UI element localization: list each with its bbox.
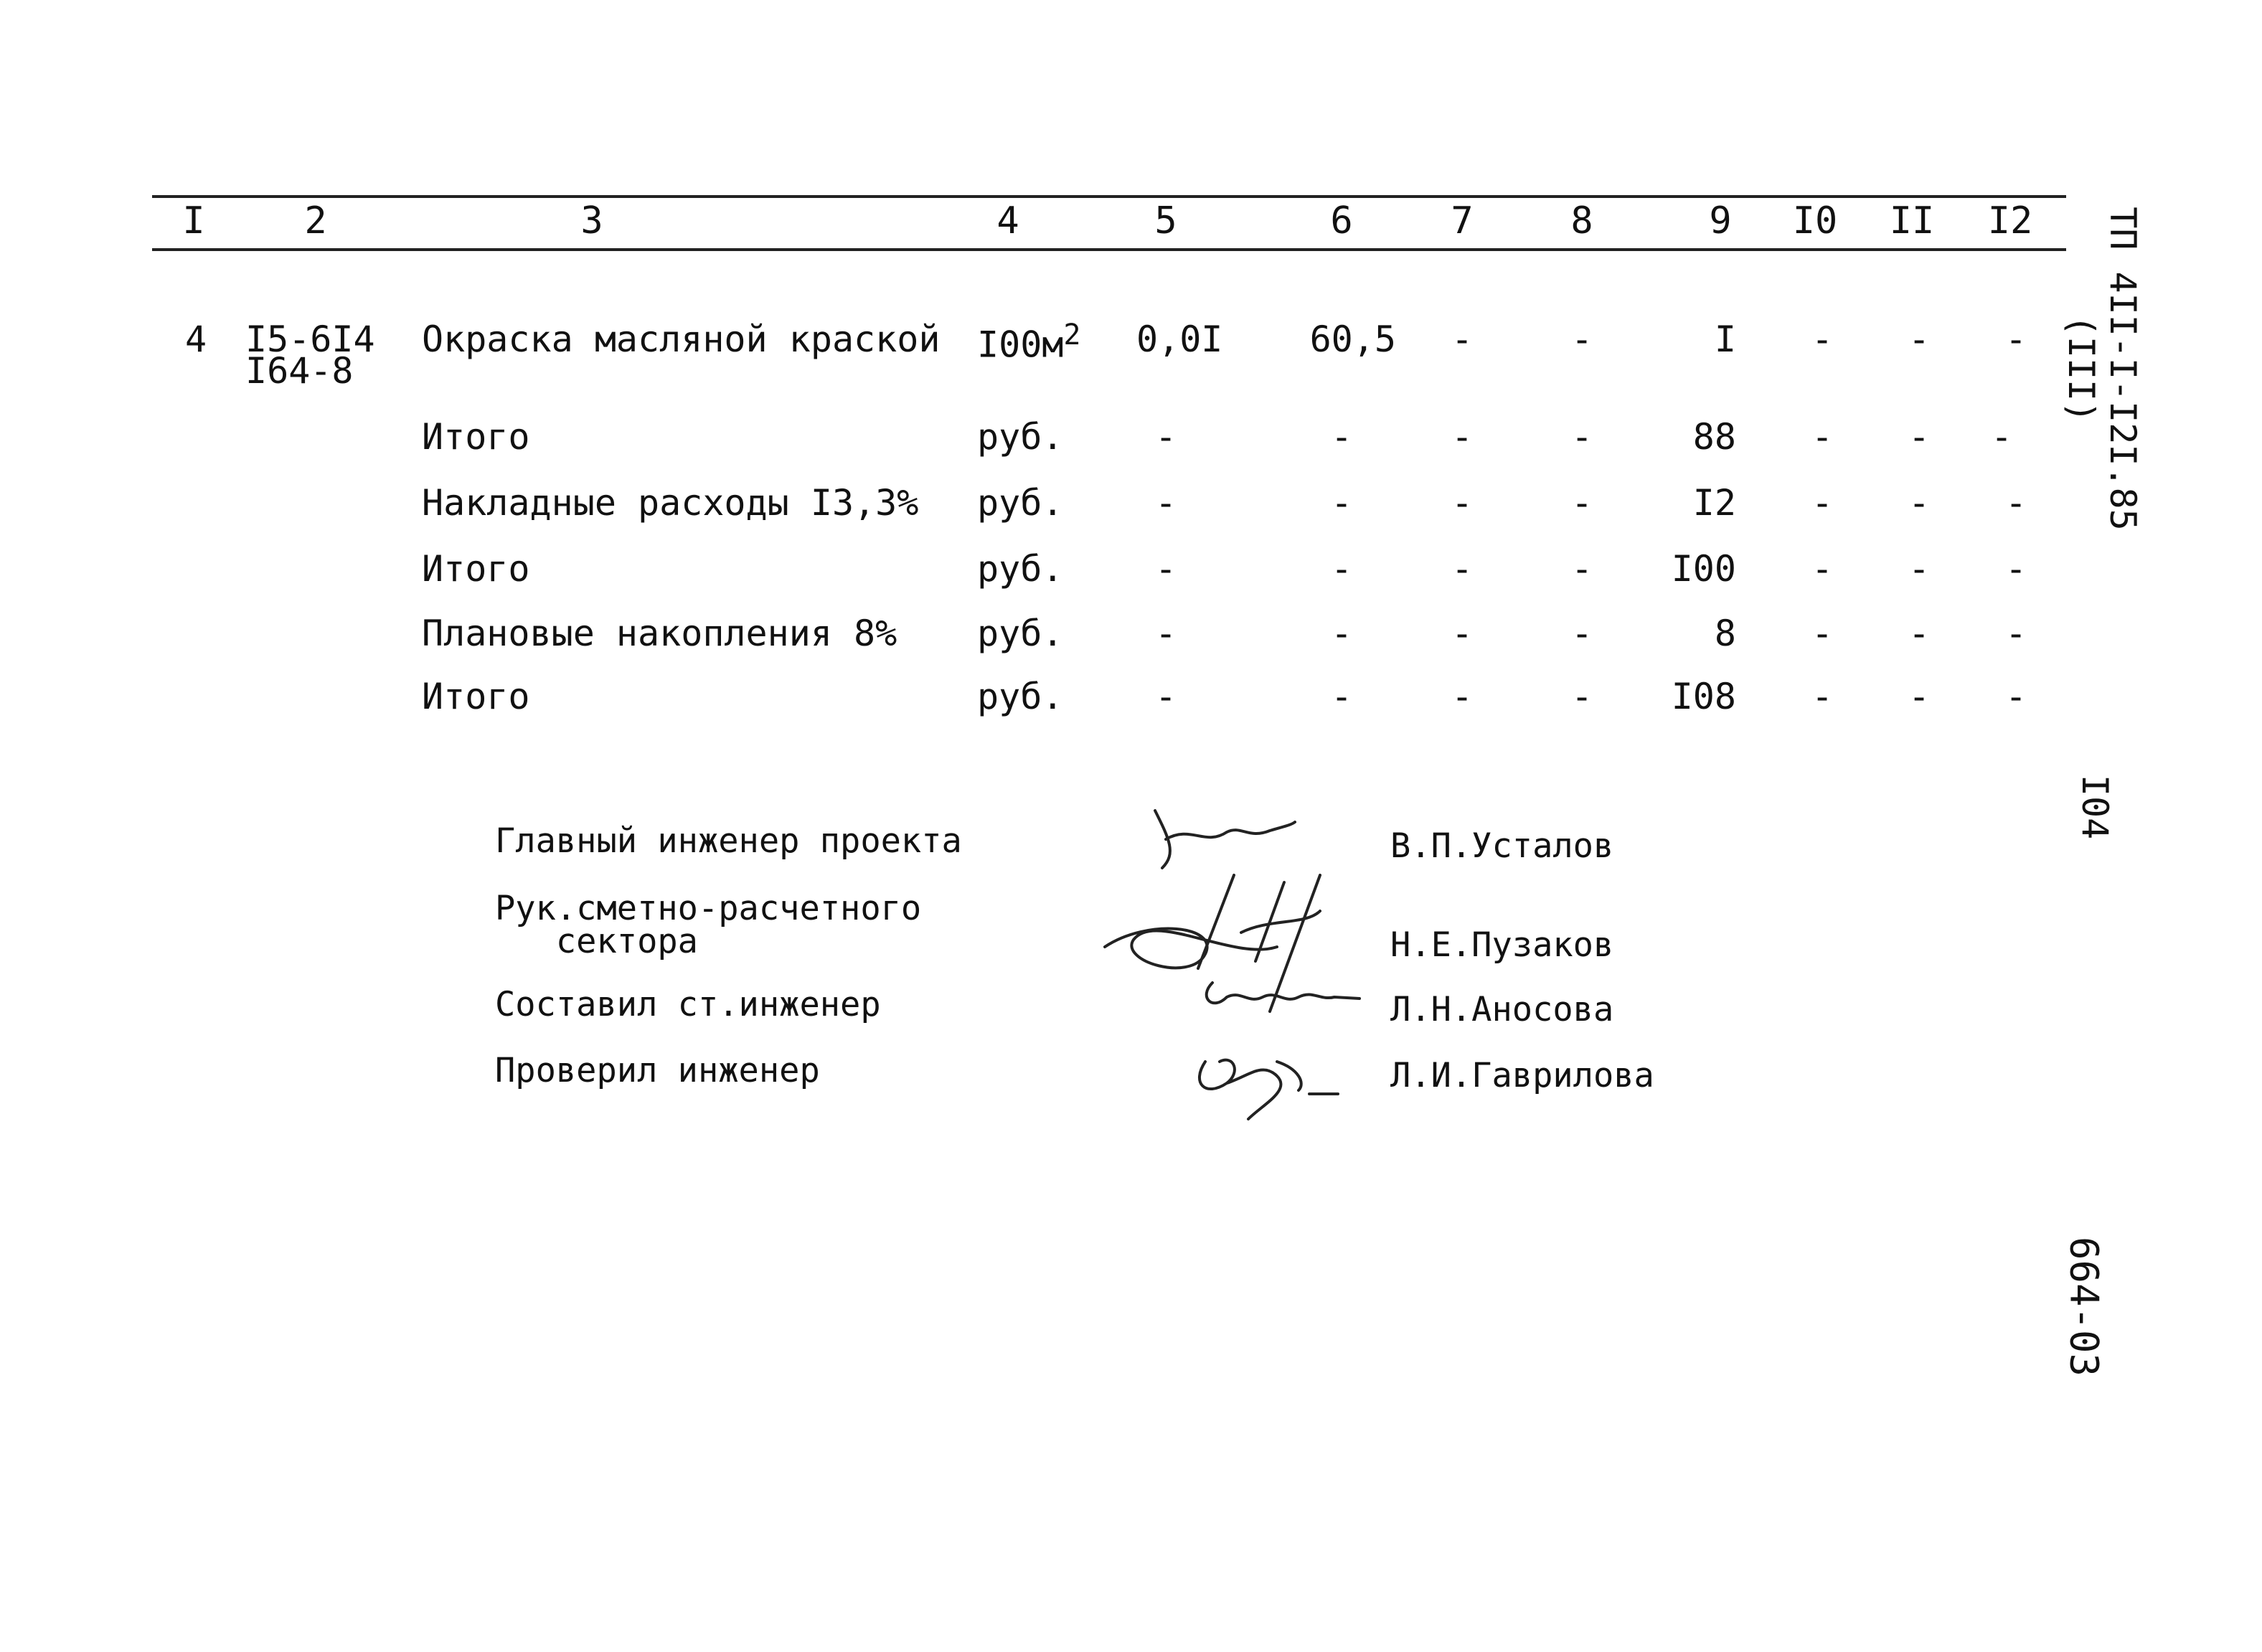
summary-col8: -	[1570, 676, 1593, 717]
summary-col6: -	[1330, 613, 1353, 654]
column-header-10: I0	[1792, 199, 1838, 242]
summary-col6: -	[1330, 416, 1353, 458]
signatory-role: Проверил инженер	[495, 1051, 820, 1090]
column-header-9: 9	[1709, 199, 1732, 242]
table-header-rule	[152, 248, 2066, 251]
summary-col5: -	[1154, 613, 1177, 654]
summary-col12: -	[2004, 482, 2027, 524]
summary-col6: -	[1330, 548, 1353, 590]
column-header-4: 4	[996, 199, 1019, 242]
summary-col7: -	[1451, 548, 1474, 590]
column-header-8: 8	[1570, 199, 1593, 242]
item-code-secondary: I64-8	[245, 350, 354, 392]
item-code-primary: I5-6I4	[245, 318, 375, 360]
column-header-6: 6	[1330, 199, 1353, 242]
summary-col8: -	[1570, 416, 1593, 458]
summary-col12: -	[1990, 416, 2013, 458]
item-col8: -	[1570, 318, 1593, 360]
item-col7: -	[1451, 318, 1474, 360]
column-header-12: I2	[1987, 199, 2033, 242]
table-top-rule	[152, 195, 2066, 198]
column-header-7: 7	[1451, 199, 1474, 242]
document-code: ТП 4II-I-I2I.85 (III)	[2060, 207, 2144, 531]
summary-unit: руб.	[977, 416, 1064, 458]
summary-col7: -	[1451, 676, 1474, 717]
summary-col10: -	[1811, 482, 1834, 524]
summary-col10: -	[1811, 548, 1834, 590]
item-unit-exponent: 2	[1063, 318, 1081, 351]
summary-unit: руб.	[977, 613, 1064, 654]
handwritten-signature	[1184, 1033, 1349, 1126]
summary-label: Плановые накопления 8%	[422, 613, 897, 654]
summary-col6: -	[1330, 482, 1353, 524]
summary-label: Итого	[422, 548, 530, 590]
item-name: Окраска масляной краской	[422, 318, 941, 360]
summary-col7: -	[1451, 482, 1474, 524]
summary-col9: I08	[1671, 676, 1736, 717]
item-col9: I	[1714, 318, 1736, 360]
signatory-role: Главный инженер проекта	[495, 821, 962, 861]
summary-col11: -	[1908, 548, 1931, 590]
summary-label: Итого	[422, 676, 530, 717]
column-header-2: 2	[304, 199, 327, 242]
summary-col8: -	[1570, 482, 1593, 524]
signatory-role: Рук.сметно-расчетного сектора	[495, 889, 922, 961]
summary-col9: 88	[1692, 416, 1736, 458]
summary-col10: -	[1811, 416, 1834, 458]
summary-col8: -	[1570, 548, 1593, 590]
summary-col11: -	[1908, 613, 1931, 654]
summary-col12: -	[2004, 548, 2027, 590]
summary-col12: -	[2004, 676, 2027, 717]
signatory-name: Л.Н.Аносова	[1390, 990, 1614, 1029]
summary-col7: -	[1451, 613, 1474, 654]
column-header-5: 5	[1154, 199, 1177, 242]
summary-label: Итого	[422, 416, 530, 458]
signatory-role: Составил ст.инженер	[495, 985, 881, 1024]
summary-col7: -	[1451, 416, 1474, 458]
item-number: 4	[185, 318, 207, 360]
column-header-11: II	[1889, 199, 1935, 242]
item-col12: -	[2004, 318, 2027, 360]
summary-col11: -	[1908, 676, 1931, 717]
summary-col10: -	[1811, 676, 1834, 717]
summary-unit: руб.	[977, 548, 1064, 590]
item-price: 60,5	[1309, 318, 1396, 360]
signatory-name: Н.Е.Пузаков	[1390, 925, 1614, 965]
summary-col9: I00	[1671, 548, 1736, 590]
summary-col8: -	[1570, 613, 1593, 654]
summary-col5: -	[1154, 548, 1177, 590]
summary-col12: -	[2004, 613, 2027, 654]
summary-col11: -	[1908, 482, 1931, 524]
page-number: I04	[2074, 774, 2116, 840]
summary-col9: I2	[1692, 482, 1736, 524]
summary-unit: руб.	[977, 482, 1064, 524]
item-quantity: 0,0I	[1136, 318, 1223, 360]
summary-col9: 8	[1714, 613, 1736, 654]
item-unit	[977, 318, 1081, 366]
signatory-name: Л.И.Гаврилова	[1390, 1056, 1654, 1095]
summary-col5: -	[1154, 416, 1177, 458]
item-unit-base: I00м	[977, 324, 1064, 366]
summary-label: Накладные расходы I3,3%	[422, 482, 919, 524]
column-header-1: I	[182, 199, 205, 242]
summary-col10: -	[1811, 613, 1834, 654]
column-header-3: 3	[580, 199, 603, 242]
handwritten-signature	[1198, 968, 1370, 1026]
summary-col11: -	[1908, 416, 1931, 458]
item-col11: -	[1908, 318, 1931, 360]
sheet-code: 664-03	[2061, 1236, 2107, 1377]
summary-col5: -	[1154, 676, 1177, 717]
item-col10: -	[1811, 318, 1834, 360]
signatory-name: В.П.Усталов	[1390, 826, 1614, 866]
summary-col6: -	[1330, 676, 1353, 717]
summary-col5: -	[1154, 482, 1177, 524]
summary-unit: руб.	[977, 676, 1064, 717]
